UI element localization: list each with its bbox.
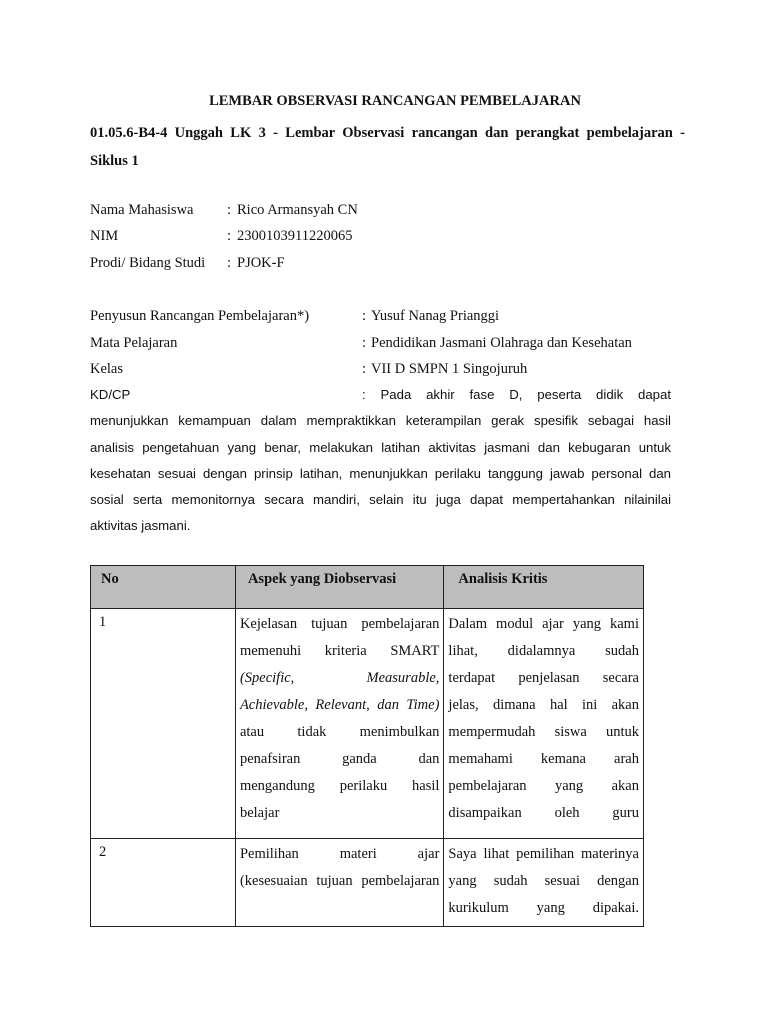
table-header-row <box>91 566 644 609</box>
colon: : <box>227 228 232 244</box>
colon: : <box>227 202 232 218</box>
colon: : <box>227 255 232 271</box>
analisis-line: Dalam modul ajar yang kami <box>448 616 639 632</box>
lesson-class-value: VII D SMPN 1 Singojuruh <box>371 361 528 377</box>
lesson-subject-label: Mata Pelajaran <box>90 335 178 351</box>
analisis-line: memahami kemana arah <box>448 751 639 767</box>
student-nim-label: NIM <box>90 228 119 244</box>
aspek-line: (Specific, Measurable, <box>239 670 440 686</box>
colon: : <box>362 361 367 377</box>
analisis-line: kurikulum yang dipakai. <box>448 900 639 916</box>
analisis-line: Saya lihat pemilihan materinya <box>448 846 639 862</box>
kd-cp-paragraph <box>90 382 671 540</box>
row-number: 1 <box>91 609 236 839</box>
row-number: 2 <box>91 839 236 927</box>
analisis-line: disampaikan oleh guru <box>448 805 639 821</box>
aspek-line: penafsiran ganda dan <box>239 751 440 767</box>
colon: : <box>362 308 367 324</box>
aspek-text <box>240 839 439 895</box>
analisis-line: terdapat penjelasan secara <box>448 670 639 686</box>
kd-cp-line: aktivitas jasmani. <box>90 518 191 534</box>
kd-cp-first-line <box>90 382 671 408</box>
aspek-line: belajar <box>239 805 280 821</box>
kd-cp-line: sosial serta memonitornya secara mandiri, selain itu juga dapat mempertahankan nilainilai <box>90 492 671 508</box>
lesson-author-value: Yusuf Nanag Prianggi <box>371 308 500 324</box>
aspek-line: Kejelasan tujuan pembelajaran <box>239 616 440 632</box>
analisis-text <box>448 609 639 827</box>
analisis-line: yang sudah sesuai dengan <box>448 873 639 889</box>
header-analisis: Analisis Kritis <box>444 566 644 609</box>
row-aspek-cell <box>235 609 443 839</box>
student-name-label: Nama Mahasiswa <box>90 202 194 218</box>
row-analisis-cell <box>444 609 644 839</box>
student-nim-value: 2300103911220065 <box>237 228 353 244</box>
aspek-text <box>240 609 439 827</box>
analisis-text <box>448 839 639 922</box>
row-aspek-cell <box>235 839 443 927</box>
kd-cp-line: analisis pengetahuan yang benar, melakukan latihan aktivitas jasmani dan kebugaran untuk <box>90 439 671 455</box>
colon: : <box>362 335 367 351</box>
lesson-subject-value: Pendidikan Jasmani Olahraga dan Kesehatan <box>371 335 632 351</box>
aspek-line: memenuhi kriteria SMART <box>239 643 440 659</box>
aspek-line: atau tidak menimbulkan <box>239 724 440 740</box>
analisis-line: pembelajaran yang akan <box>448 778 639 794</box>
student-prodi-label: Prodi/ Bidang Studi <box>90 255 206 271</box>
analisis-line: jelas, dimana hal ini akan <box>448 697 639 713</box>
kd-cp-line: : Pada akhir fase D, peserta didik dapat <box>362 387 671 402</box>
document-title: LEMBAR OBSERVASI RANCANGAN PEMBELAJARAN <box>209 93 581 109</box>
lesson-class-label: Kelas <box>90 361 124 377</box>
kd-cp-line: kesehatan sesuai dengan prinsip latihan, menunjukkan perilaku tanggung jawab personal dan <box>90 465 671 481</box>
table-row <box>91 839 644 927</box>
aspek-line: (kesesuaian tujuan pembelajaran <box>239 873 440 889</box>
header-aspek: Aspek yang Diobservasi <box>235 566 443 609</box>
aspek-line: mengandung perilaku hasil <box>239 778 440 794</box>
table-row <box>91 609 644 839</box>
observation-table <box>90 565 644 927</box>
analisis-line: lihat, didalamnya sudah <box>448 643 639 659</box>
lesson-author-label: Penyusun Rancangan Pembelajaran*) <box>90 308 310 324</box>
aspek-line: Pemilihan materi ajar <box>239 846 440 862</box>
aspek-line: Achievable, Relevant, dan Time) <box>239 697 440 713</box>
kd-cp-label: KD/CP <box>90 387 131 402</box>
student-prodi-value: PJOK-F <box>237 255 285 271</box>
row-analisis-cell <box>444 839 644 927</box>
document-subtitle: 01.05.6-B4-4 Unggah LK 3 - Lembar Observasi rancangan dan perangkat pembelajaran - Siklus 1 <box>90 125 685 169</box>
student-name-value: Rico Armansyah CN <box>237 202 358 218</box>
header-no: No <box>91 566 236 609</box>
kd-cp-line: menunjukkan kemampuan dalam mempraktikkan keterampilan gerak spesifik sebagai hasil <box>90 413 671 429</box>
analisis-line: mempermudah siswa untuk <box>448 724 639 740</box>
